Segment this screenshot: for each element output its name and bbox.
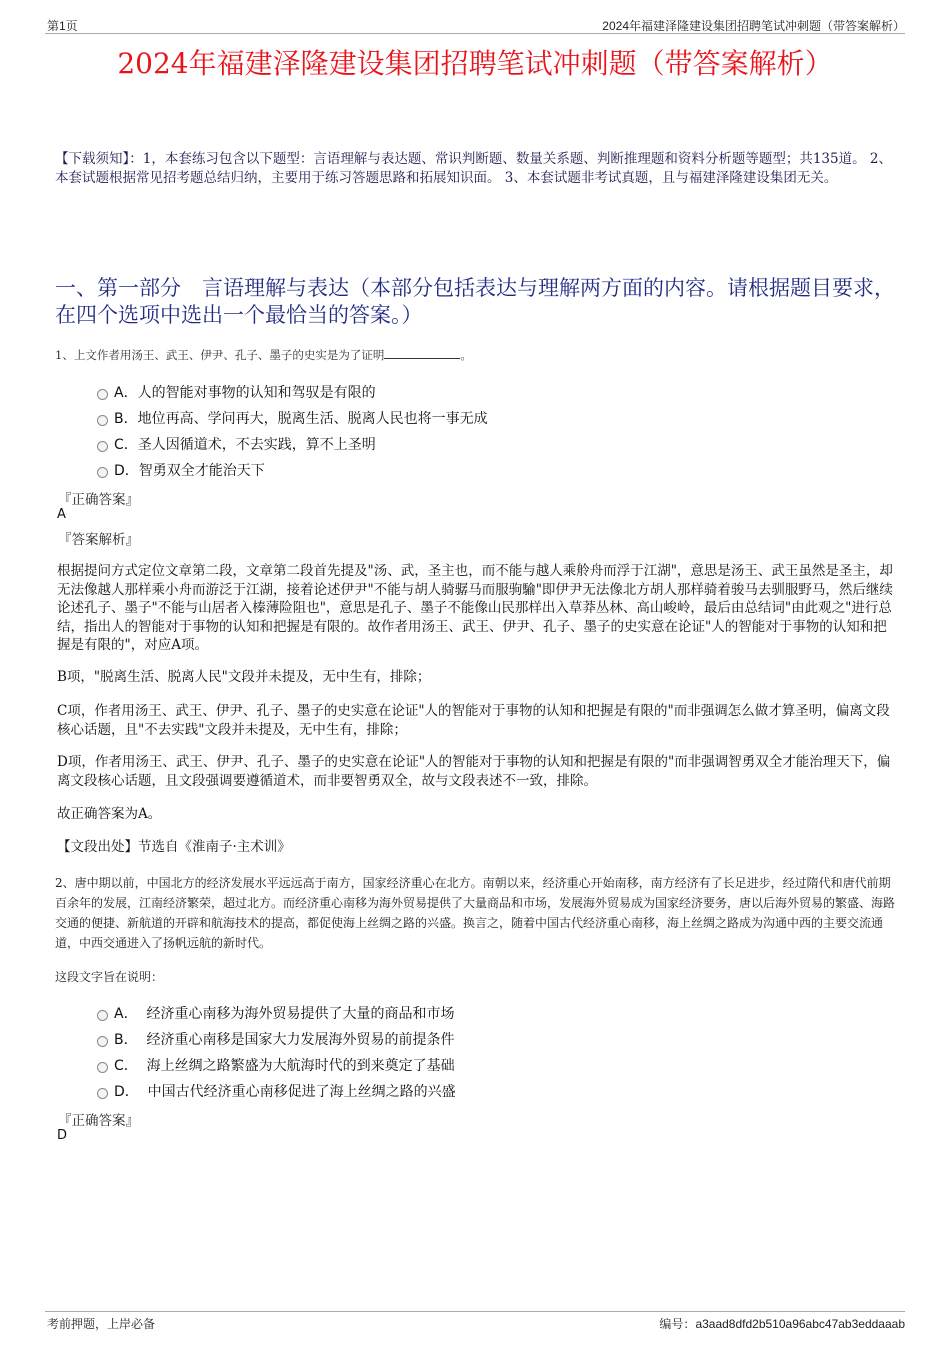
analysis-label: 『答案解析』 [58,532,139,548]
option-label: D． 中国古代经济重心南移促进了海上丝绸之路的兴盛 [114,1084,456,1100]
radio-icon[interactable] [97,1036,108,1047]
code-label: 编号： [659,1317,696,1331]
question-1-stem [55,345,905,365]
document-code [659,1315,905,1332]
q2-option-d[interactable] [97,1081,456,1101]
header-rule [45,33,905,34]
section-heading: 一、第一部分 言语理解与表达（本部分包括表达与理解两方面的内容。请根据题目要求，在四个选项中选出一个最恰当的答案。） [55,276,895,327]
q1-option-a[interactable] [97,382,376,402]
analysis-conclusion: 故正确答案为A。 [57,806,162,822]
document-title: 2024年福建泽隆建设集团招聘笔试冲刺题（带答案解析） [117,47,833,80]
question-2-stem: 这段文字旨在说明： [55,970,164,984]
option-label: C．圣人因循道术，不去实践，算不上圣明 [114,437,376,453]
footer-rule [45,1311,905,1312]
analysis-paragraph: 根据提问方式定位文章第二段，文章第二段首先提及"汤、武，圣主也，而不能与越人乘舲舟而浮于江湖"，意思是汤王、武王虽然是圣主，却无法像越人那样乘小舟而游泛于江湖，接着论述伊尹"不能与胡人骑骣马而服驹騟"即伊尹无法像北方胡人那样骑着骏马去驯服野马，然后继续论述孔子、墨子"不能与山居者入榛薄险阻也"，意思是孔子、墨子不能像山民那样出入草莽丛林、高山峻岭，最后由总结词"由此观之"进行总结，指出人的智能对于事物的认知和把握是有限的。故作者用汤王、武王、伊尹、孔子、墨子的史实意在论证"人的智能对于事物的认知和把握是有限的"，对应A项。 [57,563,893,653]
code-value: a3aad8dfd2b510a96abc47ab3eddaaab [695,1317,905,1331]
correct-answer-label: 『正确答案』 [58,492,139,508]
stem-text: 1、上文作者用汤王、武王、伊尹、孔子、墨子的史实是为了证明 [55,348,385,362]
analysis-paragraph: C项，作者用汤王、武王、伊尹、孔子、墨子的史实意在论证"人的智能对于事物的认知和把握是有限的"而非强调怎么做才算圣明，偏离文段核心话题，且"不去实践"文段并未提及，无中生有，排除； [57,703,890,738]
option-label: B．地位再高、学问再大，脱离生活、脱离人民也将一事无成 [114,411,488,427]
page-number: 第1页 [47,19,78,33]
radio-icon[interactable] [97,1088,108,1099]
correct-answer: D [57,1128,68,1143]
answer-blank [384,346,460,359]
stem-end: 。 [460,348,472,362]
option-label: C． 海上丝绸之路繁盛为大航海时代的到来奠定了基础 [114,1058,455,1074]
option-label: A． 经济重心南移为海外贸易提供了大量的商品和市场 [114,1006,455,1022]
radio-icon[interactable] [97,1062,108,1073]
radio-icon[interactable] [97,441,108,452]
q1-option-d[interactable] [97,460,265,480]
q2-option-a[interactable] [97,1003,454,1023]
running-title: 2024年福建泽隆建设集团招聘笔试冲刺题（带答案解析） [602,19,905,33]
q1-option-b[interactable] [97,408,488,428]
source-note: 【文段出处】节选自《淮南子·主术训》 [57,839,291,855]
q2-option-c[interactable] [97,1055,455,1075]
radio-icon[interactable] [97,1010,108,1021]
download-notice: 【下载须知】：1，本套练习包含以下题型：言语理解与表达题、常识判断题、数量关系题、判断推理题和资料分析题等题型；共135道。 2、本套试题根据常见招考题总结归纳，主要用于练习答题思路和拓展知识面。 3、本套试题非考试真题，且与福建泽隆建设集团无关。 [55,151,892,186]
q2-option-b[interactable] [97,1029,455,1049]
analysis-paragraph: D项，作者用汤王、武王、伊尹、孔子、墨子的史实意在论证"人的智能对于事物的认知和把握是有限的"而非强调智勇双全才能治理天下，偏离文段核心话题，且文段强调要遵循道术，而非要智勇双全，故与文段表述不一致，排除。 [57,754,891,789]
correct-answer-label: 『正确答案』 [58,1113,139,1129]
radio-icon[interactable] [97,389,108,400]
option-label: D．智勇双全才能治天下 [114,463,265,479]
option-label: B． 经济重心南移是国家大力发展海外贸易的前提条件 [114,1032,455,1048]
footer-slogan: 考前押题，上岸必备 [47,1317,156,1331]
option-label: A．人的智能对事物的认知和驾驭是有限的 [114,385,376,401]
analysis-paragraph: B项，"脱离生活、脱离人民"文段并未提及，无中生有，排除； [57,669,431,685]
radio-icon[interactable] [97,467,108,478]
correct-answer: A [57,507,66,522]
question-2-passage: 2、唐中期以前，中国北方的经济发展水平远远高于南方，国家经济重心在北方。南朝以来，经济重心开始南移，南方经济有了长足进步，经过隋代和唐代前期百余年的发展，江南经济繁荣，超过北方。而经济重心南移为海外贸易提供了大量商品和市场，发展海外贸易成为国家经济要务，唐以后海外贸易的繁盛、海路交通的便捷、新航道的开辟和航海技术的提高，都促使海上丝绸之路的兴盛。换言之，随着中国古代经济重心南移，海上丝绸之路成为沟通中西的主要交流通道，中西交通进入了扬帆远航的新时代。 [55,876,896,950]
radio-icon[interactable] [97,415,108,426]
q1-option-c[interactable] [97,434,376,454]
